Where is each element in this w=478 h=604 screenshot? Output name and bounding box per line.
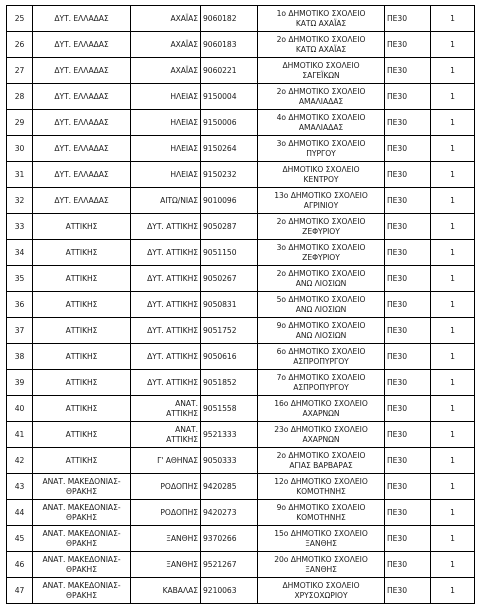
region-cell: [33, 578, 131, 604]
school-name-cell-line: 4ο ΔΗΜΟΤΙΚΟ ΣΧΟΛΕΙΟ: [276, 113, 366, 123]
school-name-cell-line: ΑΣΠΡΟΠΥΡΓΟΥ: [293, 356, 349, 366]
school-name-cell-line: ΑΓΡΙΝΙΟΥ: [303, 200, 339, 210]
school-name-cell-line: ΣΑΓΕΪΚΩΝ: [302, 70, 340, 80]
region-cell-line: ΘΡΑΚΗΣ: [66, 564, 97, 574]
prefecture-cell-line: ΑΧΑΪΑΣ: [170, 39, 198, 49]
prefecture-cell-line: ΗΛΕΙΑΣ: [170, 117, 198, 127]
school-name-cell-line: ΠΥΡΓΟΥ: [306, 148, 336, 158]
region-cell: [33, 474, 131, 500]
school-name-cell-line: 3ο ΔΗΜΟΤΙΚΟ ΣΧΟΛΕΙΟ: [276, 139, 366, 149]
table-row: [7, 292, 475, 318]
school-name-cell: [258, 448, 385, 474]
specialty-cell: ΠΕ30: [385, 500, 431, 526]
table-body: [7, 6, 475, 604]
prefecture-cell: [131, 448, 201, 474]
specialty-cell: ΠΕ30: [385, 422, 431, 448]
prefecture-cell-line: ΔΥΤ. ΑΤΤΙΚΗΣ: [147, 221, 198, 231]
school-name-cell-line: ΔΗΜΟΤΙΚΟ ΣΧΟΛΕΙΟ: [282, 581, 360, 591]
table-row: [7, 474, 475, 500]
specialty-cell: ΠΕ30: [385, 474, 431, 500]
region-cell-line: ΑΤΤΙΚΗΣ: [65, 325, 98, 335]
region-cell-line: ΑΤΤΙΚΗΣ: [65, 273, 98, 283]
region-cell: [33, 292, 131, 318]
row-number-cell: 39: [7, 370, 33, 396]
school-name-cell-line: 9ο ΔΗΜΟΤΙΚΟ ΣΧΟΛΕΙΟ: [276, 503, 366, 513]
prefecture-cell-line: ΔΥΤ. ΑΤΤΙΚΗΣ: [147, 325, 198, 335]
region-cell-line: ΔΥΤ. ΕΛΛΑΔΑΣ: [54, 117, 109, 127]
positions-cell: 1: [431, 162, 475, 188]
region-cell: [33, 162, 131, 188]
prefecture-cell: [131, 6, 201, 32]
prefecture-cell: [131, 396, 201, 422]
school-name-cell-line: 12ο ΔΗΜΟΤΙΚΟ ΣΧΟΛΕΙΟ: [274, 477, 368, 487]
row-number-cell: 43: [7, 474, 33, 500]
school-code-cell: 9060221: [201, 58, 258, 84]
positions-cell: 1: [431, 136, 475, 162]
row-number-cell: 35: [7, 266, 33, 292]
row-number-cell: 27: [7, 58, 33, 84]
prefecture-cell-line: ΑΝΑΤ.: [175, 399, 198, 409]
school-name-cell-line: ΑΣΠΡΟΠΥΡΓΟΥ: [293, 382, 349, 392]
table-row: [7, 6, 475, 32]
school-name-cell-line: 20ο ΔΗΜΟΤΙΚΟ ΣΧΟΛΕΙΟ: [274, 555, 368, 565]
specialty-cell: ΠΕ30: [385, 214, 431, 240]
school-name-cell: [258, 370, 385, 396]
table-row: [7, 318, 475, 344]
region-cell: [33, 84, 131, 110]
positions-cell: 1: [431, 58, 475, 84]
school-name-cell-line: 6ο ΔΗΜΟΤΙΚΟ ΣΧΟΛΕΙΟ: [276, 347, 366, 357]
prefecture-cell-line: ΞΑΝΘΗΣ: [166, 559, 198, 569]
school-name-cell-line: 23ο ΔΗΜΟΤΙΚΟ ΣΧΟΛΕΙΟ: [274, 425, 368, 435]
school-name-cell-line: ΑΝΩ ΛΙΟΣΙΩΝ: [295, 304, 347, 314]
table-row: [7, 240, 475, 266]
school-name-cell-line: ΑΝΩ ΛΙΟΣΙΩΝ: [295, 278, 347, 288]
prefecture-cell-line: ΔΥΤ. ΑΤΤΙΚΗΣ: [147, 247, 198, 257]
positions-cell: 1: [431, 474, 475, 500]
prefecture-cell-line: ΔΥΤ. ΑΤΤΙΚΗΣ: [147, 299, 198, 309]
table-row: [7, 370, 475, 396]
school-name-cell-line: ΖΕΦΥΡΙΟΥ: [302, 226, 340, 236]
region-cell: [33, 552, 131, 578]
region-cell: [33, 370, 131, 396]
specialty-cell: ΠΕ30: [385, 110, 431, 136]
school-name-cell-line: ΑΜΑΛΙΑΔΑΣ: [298, 122, 344, 132]
specialty-cell: ΠΕ30: [385, 136, 431, 162]
school-name-cell-line: ΑΧΑΡΝΩΝ: [302, 434, 340, 444]
positions-cell: 1: [431, 344, 475, 370]
row-number-cell: 29: [7, 110, 33, 136]
school-name-cell: [258, 500, 385, 526]
school-code-cell: 9150264: [201, 136, 258, 162]
table-row: [7, 500, 475, 526]
positions-cell: 1: [431, 578, 475, 604]
specialty-cell: ΠΕ30: [385, 370, 431, 396]
positions-cell: 1: [431, 32, 475, 58]
region-cell-line: ΑΝΑΤ. ΜΑΚΕΔΟΝΙΑΣ-: [42, 477, 121, 487]
positions-cell: 1: [431, 292, 475, 318]
table-row: [7, 344, 475, 370]
school-name-cell-line: ΚΑΤΩ ΑΧΑΪΑΣ: [295, 18, 347, 28]
school-name-cell-line: ΑΝΩ ΛΙΟΣΙΩΝ: [295, 330, 347, 340]
prefecture-cell-line: ΡΟΔΟΠΗΣ: [160, 481, 198, 491]
positions-cell: 1: [431, 110, 475, 136]
specialty-cell: ΠΕ30: [385, 84, 431, 110]
school-code-cell: 9060182: [201, 6, 258, 32]
school-name-cell-line: ΑΓΙΑΣ ΒΑΡΒΑΡΑΣ: [289, 460, 353, 470]
prefecture-cell: [131, 162, 201, 188]
row-number-cell: 46: [7, 552, 33, 578]
region-cell: [33, 396, 131, 422]
prefecture-cell: [131, 292, 201, 318]
region-cell-line: ΔΥΤ. ΕΛΛΑΔΑΣ: [54, 169, 109, 179]
positions-cell: 1: [431, 448, 475, 474]
region-cell: [33, 58, 131, 84]
prefecture-cell: [131, 500, 201, 526]
table-row: [7, 396, 475, 422]
row-number-cell: 45: [7, 526, 33, 552]
school-code-cell: 9051852: [201, 370, 258, 396]
school-name-cell: [258, 396, 385, 422]
table-row: [7, 448, 475, 474]
school-name-cell-line: 9ο ΔΗΜΟΤΙΚΟ ΣΧΟΛΕΙΟ: [276, 321, 366, 331]
school-name-cell: [258, 188, 385, 214]
school-name-cell: [258, 292, 385, 318]
table-row: [7, 526, 475, 552]
school-name-cell-line: 2ο ΔΗΜΟΤΙΚΟ ΣΧΟΛΕΙΟ: [276, 451, 366, 461]
specialty-cell: ΠΕ30: [385, 240, 431, 266]
school-name-cell: [258, 240, 385, 266]
region-cell-line: ΑΤΤΙΚΗΣ: [65, 403, 98, 413]
school-code-cell: 9051752: [201, 318, 258, 344]
region-cell: [33, 266, 131, 292]
table-row: [7, 58, 475, 84]
table-row: [7, 188, 475, 214]
region-cell: [33, 6, 131, 32]
prefecture-cell: [131, 84, 201, 110]
table-row: [7, 162, 475, 188]
region-cell: [33, 526, 131, 552]
region-cell-line: ΔΥΤ. ΕΛΛΑΔΑΣ: [54, 195, 109, 205]
school-name-cell: [258, 266, 385, 292]
school-code-cell: 9150232: [201, 162, 258, 188]
school-code-cell: 9420285: [201, 474, 258, 500]
prefecture-cell: [131, 474, 201, 500]
school-name-cell-line: 3ο ΔΗΜΟΤΙΚΟ ΣΧΟΛΕΙΟ: [276, 243, 366, 253]
prefecture-cell-line: ΚΑΒΑΛΑΣ: [162, 585, 198, 595]
school-code-cell: 9150004: [201, 84, 258, 110]
specialty-cell: ΠΕ30: [385, 6, 431, 32]
prefecture-cell: [131, 240, 201, 266]
prefecture-cell: [131, 578, 201, 604]
school-name-cell: [258, 344, 385, 370]
school-code-cell: 9051558: [201, 396, 258, 422]
school-code-cell: 9050287: [201, 214, 258, 240]
table-row: [7, 578, 475, 604]
schools-table: [6, 5, 475, 604]
row-number-cell: 28: [7, 84, 33, 110]
row-number-cell: 33: [7, 214, 33, 240]
row-number-cell: 32: [7, 188, 33, 214]
school-code-cell: 9050831: [201, 292, 258, 318]
specialty-cell: ΠΕ30: [385, 318, 431, 344]
prefecture-cell-line: Γ' ΑΘΗΝΑΣ: [157, 455, 198, 465]
prefecture-cell-line: ΔΥΤ. ΑΤΤΙΚΗΣ: [147, 377, 198, 387]
row-number-cell: 36: [7, 292, 33, 318]
prefecture-cell: [131, 110, 201, 136]
school-name-cell: [258, 318, 385, 344]
prefecture-cell-line: ΑΤΤΙΚΗΣ: [166, 408, 198, 418]
prefecture-cell-line: ΑΧΑΪΑΣ: [170, 65, 198, 75]
school-name-cell: [258, 422, 385, 448]
prefecture-cell: [131, 214, 201, 240]
row-number-cell: 25: [7, 6, 33, 32]
school-code-cell: 9060183: [201, 32, 258, 58]
school-name-cell: [258, 552, 385, 578]
prefecture-cell-line: ΑΝΑΤ.: [175, 425, 198, 435]
prefecture-cell: [131, 526, 201, 552]
school-name-cell: [258, 84, 385, 110]
school-code-cell: 9010096: [201, 188, 258, 214]
school-code-cell: 9210063: [201, 578, 258, 604]
school-name-cell-line: 15ο ΔΗΜΟΤΙΚΟ ΣΧΟΛΕΙΟ: [274, 529, 368, 539]
region-cell-line: ΑΤΤΙΚΗΣ: [65, 377, 98, 387]
prefecture-cell: [131, 32, 201, 58]
school-name-cell-line: ΔΗΜΟΤΙΚΟ ΣΧΟΛΕΙΟ: [282, 61, 360, 71]
region-cell: [33, 422, 131, 448]
row-number-cell: 42: [7, 448, 33, 474]
table-row: [7, 84, 475, 110]
school-name-cell: [258, 474, 385, 500]
school-code-cell: 9521333: [201, 422, 258, 448]
positions-cell: 1: [431, 552, 475, 578]
specialty-cell: ΠΕ30: [385, 162, 431, 188]
school-name-cell: [258, 110, 385, 136]
prefecture-cell: [131, 552, 201, 578]
region-cell: [33, 188, 131, 214]
region-cell-line: ΘΡΑΚΗΣ: [66, 512, 97, 522]
prefecture-cell-line: ΔΥΤ. ΑΤΤΙΚΗΣ: [147, 273, 198, 283]
school-name-cell-line: ΚΟΜΟΤΗΝΗΣ: [296, 486, 346, 496]
table-row: [7, 136, 475, 162]
region-cell-line: ΔΥΤ. ΕΛΛΑΔΑΣ: [54, 13, 109, 23]
positions-cell: 1: [431, 84, 475, 110]
row-number-cell: 41: [7, 422, 33, 448]
row-number-cell: 38: [7, 344, 33, 370]
school-code-cell: 9150006: [201, 110, 258, 136]
prefecture-cell-line: ΔΥΤ. ΑΤΤΙΚΗΣ: [147, 351, 198, 361]
row-number-cell: 30: [7, 136, 33, 162]
positions-cell: 1: [431, 396, 475, 422]
region-cell-line: ΔΥΤ. ΕΛΛΑΔΑΣ: [54, 65, 109, 75]
region-cell: [33, 318, 131, 344]
region-cell-line: ΑΤΤΙΚΗΣ: [65, 247, 98, 257]
school-name-cell-line: ΧΡΥΣΟΧΩΡΙΟΥ: [294, 590, 348, 600]
positions-cell: 1: [431, 370, 475, 396]
region-cell: [33, 240, 131, 266]
prefecture-cell: [131, 318, 201, 344]
region-cell-line: ΘΡΑΚΗΣ: [66, 486, 97, 496]
region-cell-line: ΘΡΑΚΗΣ: [66, 590, 97, 600]
school-name-cell-line: ΔΗΜΟΤΙΚΟ ΣΧΟΛΕΙΟ: [282, 165, 360, 175]
table-row: [7, 266, 475, 292]
row-number-cell: 37: [7, 318, 33, 344]
row-number-cell: 34: [7, 240, 33, 266]
table-row: [7, 552, 475, 578]
positions-cell: 1: [431, 6, 475, 32]
positions-cell: 1: [431, 266, 475, 292]
region-cell: [33, 500, 131, 526]
prefecture-cell-line: ΑΙΤΩ/ΝΙΑΣ: [160, 195, 198, 205]
region-cell-line: ΑΝΑΤ. ΜΑΚΕΔΟΝΙΑΣ-: [42, 555, 121, 565]
school-code-cell: 9051150: [201, 240, 258, 266]
school-name-cell-line: 2ο ΔΗΜΟΤΙΚΟ ΣΧΟΛΕΙΟ: [276, 269, 366, 279]
positions-cell: 1: [431, 214, 475, 240]
specialty-cell: ΠΕ30: [385, 578, 431, 604]
row-number-cell: 26: [7, 32, 33, 58]
prefecture-cell-line: ΑΤΤΙΚΗΣ: [166, 434, 198, 444]
prefecture-cell: [131, 58, 201, 84]
specialty-cell: ΠΕ30: [385, 58, 431, 84]
school-code-cell: 9370266: [201, 526, 258, 552]
prefecture-cell-line: ΡΟΔΟΠΗΣ: [160, 507, 198, 517]
specialty-cell: ΠΕ30: [385, 266, 431, 292]
positions-cell: 1: [431, 188, 475, 214]
region-cell: [33, 214, 131, 240]
region-cell-line: ΑΤΤΙΚΗΣ: [65, 455, 98, 465]
prefecture-cell: [131, 370, 201, 396]
table-row: [7, 422, 475, 448]
school-name-cell: [258, 578, 385, 604]
prefecture-cell-line: ΗΛΕΙΑΣ: [170, 91, 198, 101]
positions-cell: 1: [431, 526, 475, 552]
school-name-cell-line: ΞΑΝΘΗΣ: [305, 538, 337, 548]
specialty-cell: ΠΕ30: [385, 396, 431, 422]
school-name-cell-line: ΚΟΜΟΤΗΝΗΣ: [296, 512, 346, 522]
school-name-cell: [258, 32, 385, 58]
row-number-cell: 31: [7, 162, 33, 188]
school-code-cell: 9050616: [201, 344, 258, 370]
specialty-cell: ΠΕ30: [385, 32, 431, 58]
school-name-cell-line: ΚΕΝΤΡΟΥ: [303, 174, 339, 184]
region-cell-line: ΑΤΤΙΚΗΣ: [65, 299, 98, 309]
school-name-cell: [258, 214, 385, 240]
positions-cell: 1: [431, 318, 475, 344]
school-name-cell-line: ΖΕΦΥΡΙΟΥ: [302, 252, 340, 262]
school-name-cell-line: 5ο ΔΗΜΟΤΙΚΟ ΣΧΟΛΕΙΟ: [276, 295, 366, 305]
school-name-cell: [258, 58, 385, 84]
school-name-cell-line: 1ο ΔΗΜΟΤΙΚΟ ΣΧΟΛΕΙΟ: [276, 9, 366, 19]
region-cell-line: ΑΤΤΙΚΗΣ: [65, 351, 98, 361]
prefecture-cell: [131, 136, 201, 162]
region-cell-line: ΘΡΑΚΗΣ: [66, 538, 97, 548]
prefecture-cell: [131, 266, 201, 292]
prefecture-cell: [131, 344, 201, 370]
region-cell-line: ΑΤΤΙΚΗΣ: [65, 429, 98, 439]
prefecture-cell: [131, 422, 201, 448]
specialty-cell: ΠΕ30: [385, 552, 431, 578]
prefecture-cell-line: ΗΛΕΙΑΣ: [170, 143, 198, 153]
school-name-cell: [258, 526, 385, 552]
school-name-cell: [258, 136, 385, 162]
region-cell-line: ΑΝΑΤ. ΜΑΚΕΔΟΝΙΑΣ-: [42, 503, 121, 513]
school-name-cell-line: 2ο ΔΗΜΟΤΙΚΟ ΣΧΟΛΕΙΟ: [276, 35, 366, 45]
school-name-cell-line: ΚΑΤΩ ΑΧΑΪΑΣ: [295, 44, 347, 54]
specialty-cell: ΠΕ30: [385, 448, 431, 474]
table-row: [7, 110, 475, 136]
region-cell: [33, 448, 131, 474]
school-name-cell: [258, 6, 385, 32]
school-code-cell: 9050267: [201, 266, 258, 292]
region-cell: [33, 344, 131, 370]
region-cell-line: ΑΝΑΤ. ΜΑΚΕΔΟΝΙΑΣ-: [42, 529, 121, 539]
region-cell-line: ΑΝΑΤ. ΜΑΚΕΔΟΝΙΑΣ-: [42, 581, 121, 591]
school-name-cell-line: ΞΑΝΘΗΣ: [305, 564, 337, 574]
school-name-cell-line: 13ο ΔΗΜΟΤΙΚΟ ΣΧΟΛΕΙΟ: [274, 191, 368, 201]
positions-cell: 1: [431, 422, 475, 448]
school-code-cell: 9521267: [201, 552, 258, 578]
school-code-cell: 9420273: [201, 500, 258, 526]
specialty-cell: ΠΕ30: [385, 344, 431, 370]
school-name-cell-line: 7ο ΔΗΜΟΤΙΚΟ ΣΧΟΛΕΙΟ: [276, 373, 366, 383]
specialty-cell: ΠΕ30: [385, 526, 431, 552]
region-cell: [33, 136, 131, 162]
prefecture-cell-line: ΗΛΕΙΑΣ: [170, 169, 198, 179]
table-row: [7, 32, 475, 58]
positions-cell: 1: [431, 500, 475, 526]
school-name-cell-line: ΑΜΑΛΙΑΔΑΣ: [298, 96, 344, 106]
school-name-cell-line: 16ο ΔΗΜΟΤΙΚΟ ΣΧΟΛΕΙΟ: [274, 399, 368, 409]
region-cell-line: ΑΤΤΙΚΗΣ: [65, 221, 98, 231]
row-number-cell: 47: [7, 578, 33, 604]
table-row: [7, 214, 475, 240]
region-cell: [33, 32, 131, 58]
school-code-cell: 9050333: [201, 448, 258, 474]
school-name-cell: [258, 162, 385, 188]
specialty-cell: ΠΕ30: [385, 292, 431, 318]
prefecture-cell-line: ΞΑΝΘΗΣ: [166, 533, 198, 543]
row-number-cell: 40: [7, 396, 33, 422]
row-number-cell: 44: [7, 500, 33, 526]
specialty-cell: ΠΕ30: [385, 188, 431, 214]
school-name-cell-line: ΑΧΑΡΝΩΝ: [302, 408, 340, 418]
region-cell-line: ΔΥΤ. ΕΛΛΑΔΑΣ: [54, 39, 109, 49]
region-cell: [33, 110, 131, 136]
school-name-cell-line: 2ο ΔΗΜΟΤΙΚΟ ΣΧΟΛΕΙΟ: [276, 87, 366, 97]
region-cell-line: ΔΥΤ. ΕΛΛΑΔΑΣ: [54, 143, 109, 153]
prefecture-cell-line: ΑΧΑΪΑΣ: [170, 13, 198, 23]
school-name-cell-line: 2ο ΔΗΜΟΤΙΚΟ ΣΧΟΛΕΙΟ: [276, 217, 366, 227]
positions-cell: 1: [431, 240, 475, 266]
prefecture-cell: [131, 188, 201, 214]
region-cell-line: ΔΥΤ. ΕΛΛΑΔΑΣ: [54, 91, 109, 101]
